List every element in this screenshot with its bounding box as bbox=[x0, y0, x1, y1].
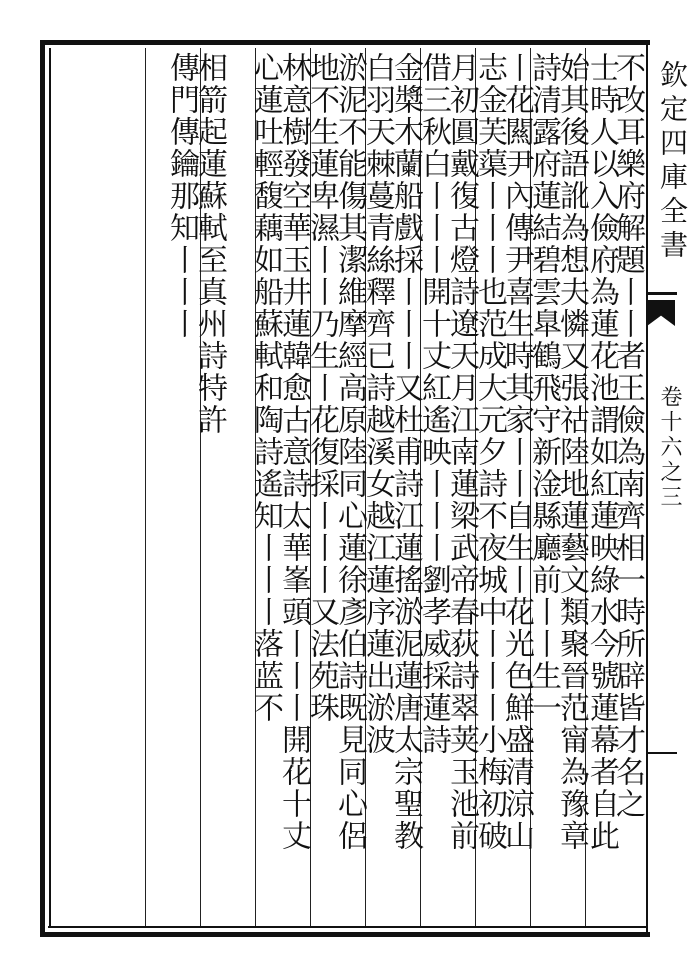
text-column: 詩清露府蓮結碧雲臯鶴飛守新淦縣廳前丨丨生一 bbox=[526, 52, 561, 724]
margin-divider-bottom bbox=[647, 752, 677, 754]
column-rule bbox=[145, 48, 146, 926]
frame-inner-bottom-line bbox=[48, 926, 648, 928]
text-column: 不改耳樂府解題丨丨者王儉為南齊相一時所辟皆才名之 bbox=[610, 52, 645, 820]
text-column: 傳門傳鑰那知丨丨丨 bbox=[164, 52, 199, 340]
center-fold-line bbox=[646, 42, 648, 937]
frame-inner-left-line bbox=[49, 48, 51, 928]
margin-chapter-label: 卷十六之三 bbox=[657, 385, 682, 510]
text-column: 金槳木蘭船戲採丨丨丨又杜甫詩江蓮搖淤泥蓮唐太宗聖教 bbox=[388, 52, 423, 852]
text-column: 白羽天棘蔓青絲釋齊已詩越溪女越江蓮序蓮出淤波 bbox=[360, 52, 395, 756]
text-column: 借三秋白丨丨丨開十丈紅遙映丨丨丨劉孝威採蓮詩 bbox=[416, 52, 451, 756]
text-column: 地不生蓮卑濕丨丨乃生丨花復採丨丨丨又法苑珠 bbox=[304, 52, 339, 724]
text-column: 月初圓戴復古燈詩遼天月江南蓮梁武帝春荻詩翠荚玉池前 bbox=[444, 52, 479, 852]
margin-book-title: 欽定四庫全書 bbox=[656, 60, 689, 264]
text-column: 士時人以入儉府為蓮花池謂如紅蓮映綠水今號蓮幕者自此 bbox=[584, 52, 619, 852]
fishtail-mark-icon bbox=[647, 300, 675, 326]
text-column: 始其後語訛為想夫憐又張祜陸地蓮藝文類聚晉范甯為豫章 bbox=[554, 52, 589, 852]
text-column: 心蓮吐輕馥藕如船蘇軾和陶詩遙知丨丨丨落蓝不 bbox=[248, 52, 283, 724]
margin-divider-top bbox=[647, 292, 677, 295]
text-column: 志金芙蕖丨丨丨也范成大元夕詩不夜城中丨丨丨小梅初破 bbox=[472, 52, 507, 852]
text-column: 林意樹發空華玉井蓮韓愈古意詩太華峯頭丨丨丨開花十丈 bbox=[276, 52, 311, 852]
text-column: 淤泥不能傷其潔維摩經高原陸同心蓮徐彥伯詩既見同心侶 bbox=[332, 52, 367, 852]
text-column: 丨花闗尹內傳尹喜生時其家丨丨自生丨花光色鮮盛清涼山 bbox=[499, 52, 534, 852]
text-column: 相箭起蓮蘇軾至真州詩特許 bbox=[192, 52, 227, 436]
